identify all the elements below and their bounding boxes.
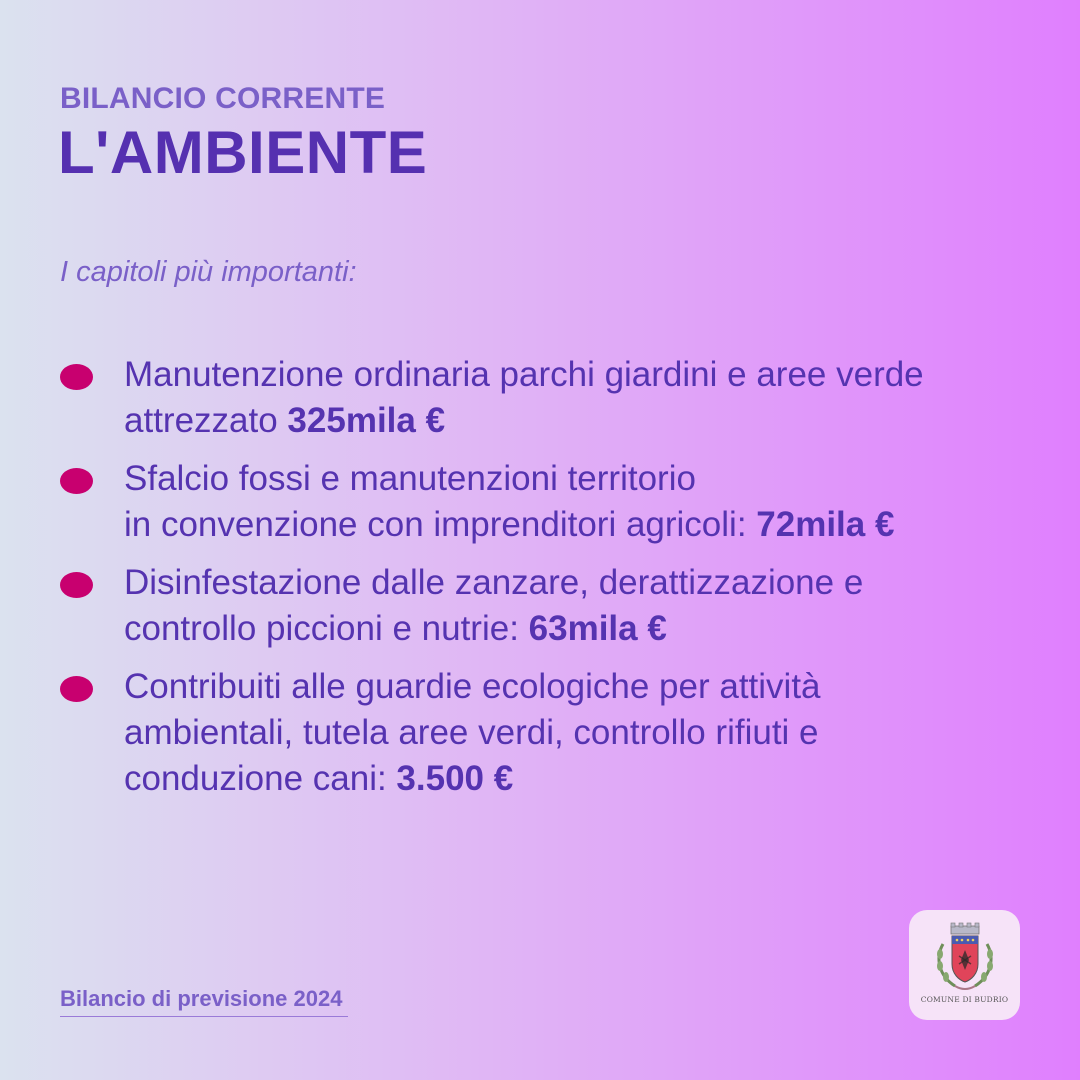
- coat-of-arms-icon: [929, 920, 1001, 994]
- page-title: L'AMBIENTE: [58, 119, 428, 186]
- chapter-item-parks: [60, 352, 1050, 444]
- municipality-logo: [909, 910, 1020, 1020]
- section-subtitle: BILANCIO CORRENTE: [60, 82, 386, 115]
- chapter-item-pest-control: [60, 560, 1050, 652]
- chapter-text-line: Manutenzione ordinaria parchi giardini e aree verde: [124, 355, 924, 394]
- chapter-text-line: Disinfestazione dalle zanzare, derattizzazione e: [124, 563, 864, 602]
- chapter-amount: 3.500 €: [396, 759, 514, 798]
- chapter-amount: 63mila €: [528, 609, 667, 648]
- bullet-icon: [60, 364, 93, 390]
- chapter-text-line: in convenzione con imprenditori agricoli:: [124, 505, 757, 544]
- chapter-amount: 325mila €: [287, 401, 446, 440]
- footer-label: Bilancio di previsione 2024: [60, 986, 348, 1017]
- bullet-icon: [60, 572, 93, 598]
- chapter-item-eco-guards: [60, 664, 1050, 802]
- chapter-text-line: ambientali, tutela aree verdi, controllo rifiuti e: [124, 713, 819, 752]
- chapter-text-line: Sfalcio fossi e manutenzioni territorio: [124, 459, 696, 498]
- chapter-list: [60, 352, 1050, 814]
- intro-text: I capitoli più importanti:: [60, 256, 357, 288]
- bullet-icon: [60, 468, 93, 494]
- bullet-icon: [60, 676, 93, 702]
- chapter-text-line: conduzione cani:: [124, 759, 397, 798]
- chapter-item-ditches: [60, 456, 1050, 548]
- chapter-text-line: Contribuiti alle guardie ecologiche per attività: [124, 667, 821, 706]
- logo-caption: COMUNE DI BUDRIO: [920, 995, 1009, 1004]
- chapter-amount: 72mila €: [756, 505, 895, 544]
- chapter-text-line: attrezzato: [124, 401, 288, 440]
- chapter-text-line: controllo piccioni e nutrie:: [124, 609, 529, 648]
